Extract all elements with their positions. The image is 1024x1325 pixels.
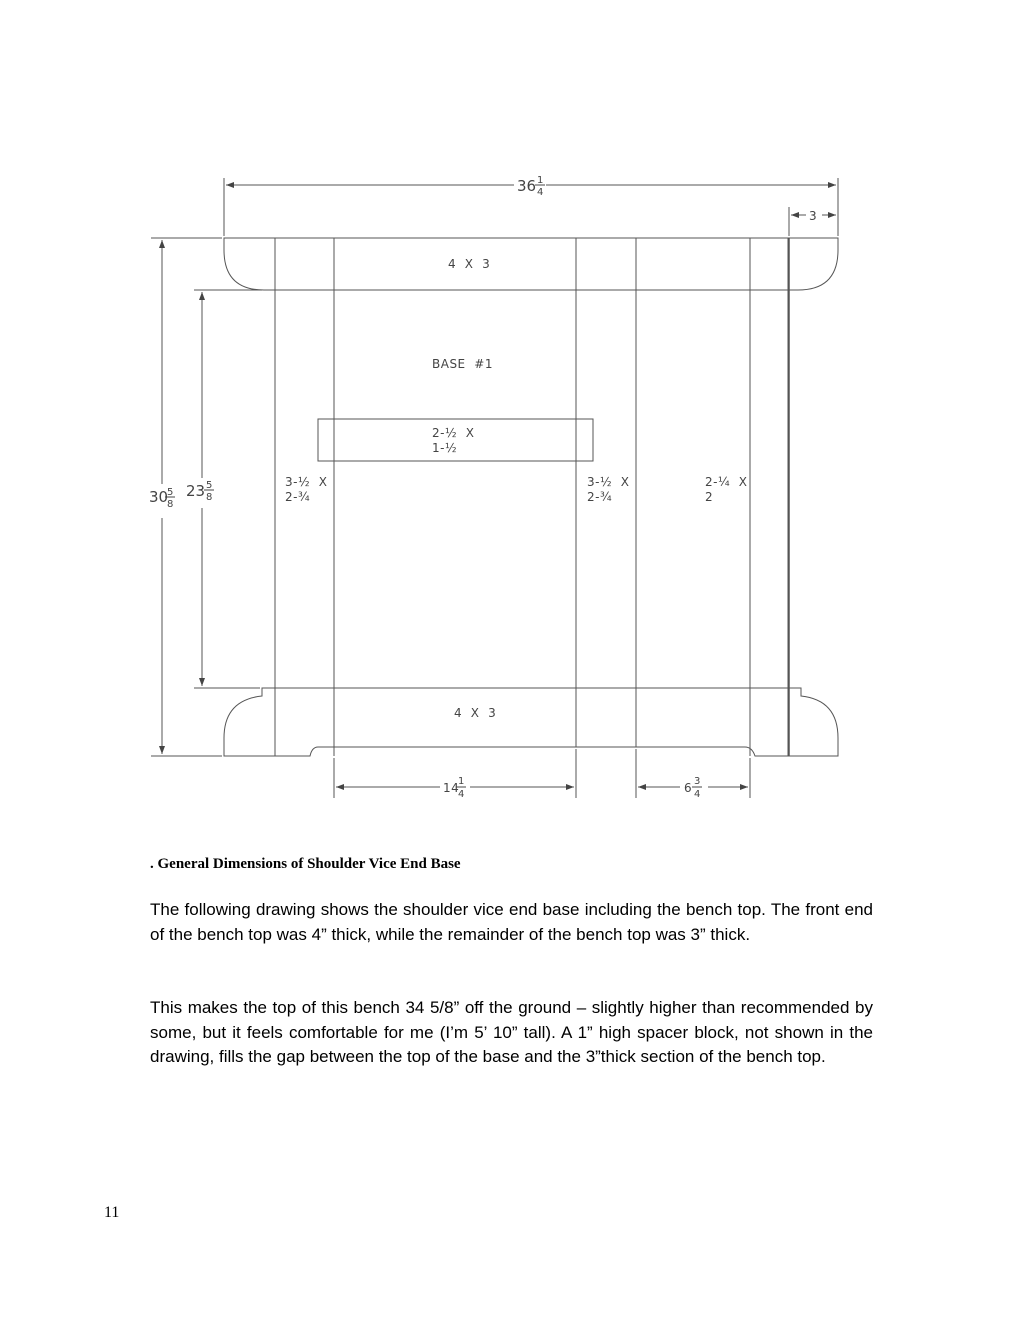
bottom-right-dim-den: 4: [694, 789, 701, 800]
bottom-rail-label: 4 X 3: [454, 706, 497, 720]
inner-height-num: 5: [206, 480, 213, 491]
inner-height-whole: 23: [186, 482, 206, 500]
leg-mid-label-line1: 3-½ X: [587, 475, 630, 489]
top-rail-label: 4 X 3: [448, 257, 491, 271]
paragraph-1: The following drawing shows the shoulder vice end base including the bench top. The front end of the bench top was 4” thick, while the remainder of the bench top was 3” thick.: [150, 900, 873, 944]
leg-left-label-line1: 3-½ X: [285, 475, 328, 489]
page-number: 11: [104, 1204, 120, 1221]
overall-width-num: 1: [537, 175, 544, 186]
bottom-right-dim-whole: 6: [684, 781, 693, 795]
leg-right-label-line1: 2-¼ X: [705, 475, 748, 489]
top-rail: [224, 238, 838, 290]
bottom-right-dim-num: 3: [694, 776, 701, 787]
overall-height-num: 5: [167, 487, 174, 498]
overall-height-whole: 30: [149, 488, 169, 506]
leg-right-label-line2: 2: [705, 490, 714, 504]
leg-right: [750, 238, 788, 756]
leg-left-label-line2: 2-¾: [285, 490, 311, 504]
stretcher-label-line1: 2-½ X: [432, 426, 475, 440]
figure-caption: . General Dimensions of Shoulder Vice End Base: [150, 856, 461, 872]
overhang-dim: 3: [809, 209, 818, 223]
bottom-left-dim-num: 1: [458, 776, 465, 787]
bottom-left-dim-whole: 14: [443, 781, 460, 795]
overall-width-whole: 36: [517, 177, 537, 195]
bottom-rail: [224, 688, 838, 756]
stretcher-label-line2: 1-½: [432, 441, 458, 455]
leg-mid-label-line2: 2-¾: [587, 490, 613, 504]
overall-height-den: 8: [167, 499, 174, 510]
base-label: BASE #1: [432, 357, 493, 371]
overall-width-den: 4: [537, 187, 544, 198]
inner-height-den: 8: [206, 492, 213, 503]
bottom-left-dim-den: 4: [458, 789, 465, 800]
paragraph-2: This makes the top of this bench 34 5/8” off the ground – slightly higher than recommended by some, but it feels comfortable for me (I’m 5’ 10” tall). A 1” high spacer block, not shown in the drawing, fills the gap between the top of the base and the 3”thick section of the bench top.: [150, 998, 873, 1066]
